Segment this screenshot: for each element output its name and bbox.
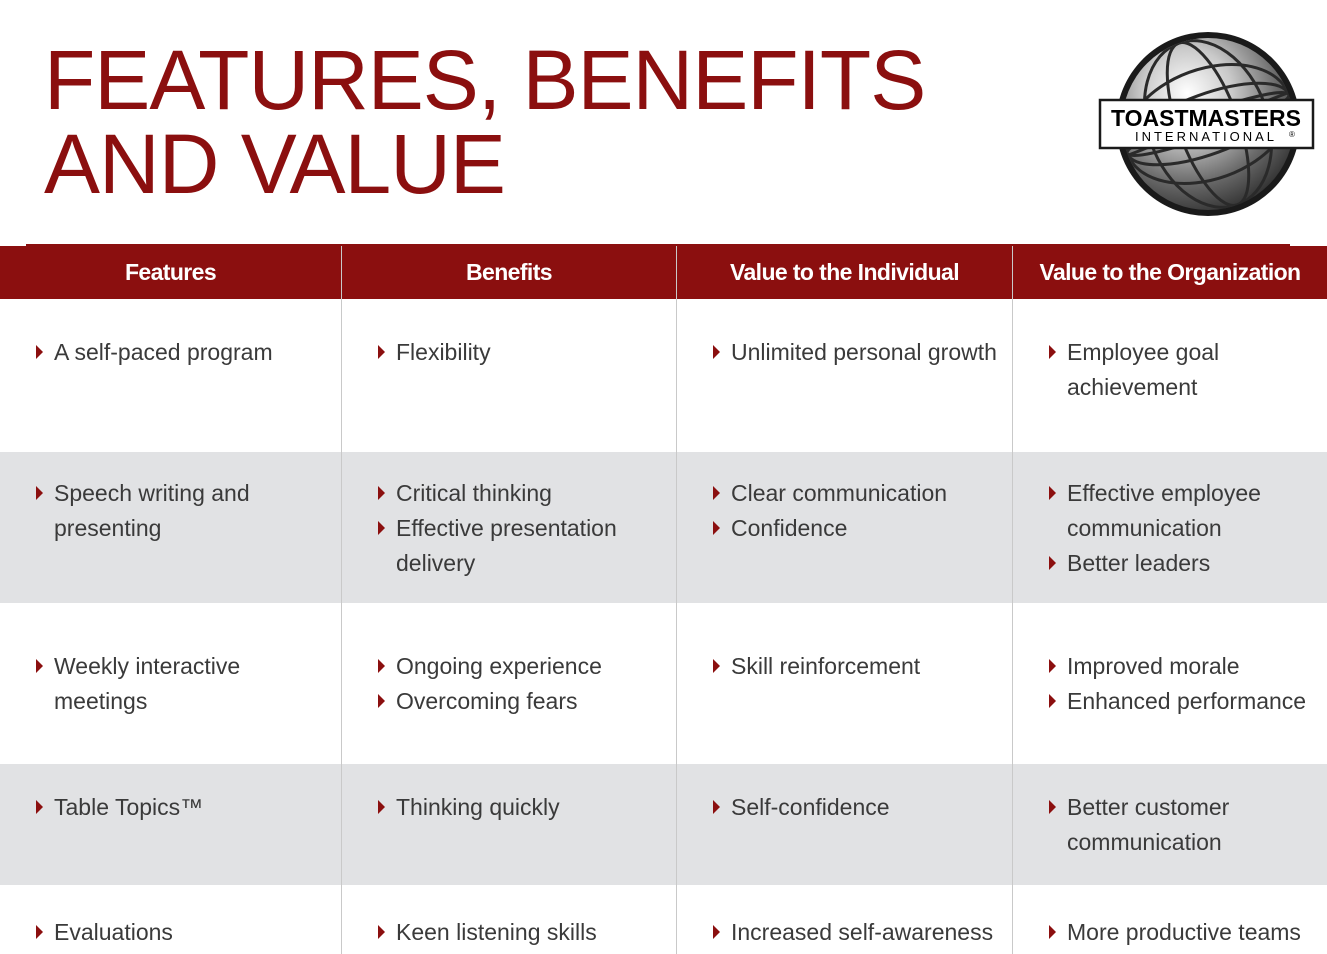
- table-cell-benefits: [342, 885, 677, 954]
- page-title: [44, 33, 926, 211]
- bullet-item: Improved morale: [1049, 649, 1319, 684]
- toastmasters-logo: [1096, 30, 1318, 218]
- bullet-item: Effective employee communication: [1049, 476, 1319, 546]
- bullet-list: [378, 915, 668, 950]
- logo-subtitle: INTERNATIONAL: [1134, 129, 1278, 144]
- bullet-list: [36, 649, 333, 719]
- bullet-item: Keen listening skills: [378, 915, 668, 950]
- bullet-item: Better customer communication: [1049, 790, 1319, 860]
- bullet-item: Confidence: [713, 511, 1004, 546]
- table-row: [0, 764, 1327, 885]
- table-row: [0, 885, 1327, 954]
- bullet-item: More productive teams: [1049, 915, 1319, 950]
- page-title-line-1: FEATURES, BENEFITS: [44, 33, 926, 127]
- table-body: [0, 299, 1327, 954]
- bullet-item: Speech writing and presenting: [36, 476, 333, 546]
- bullet-item: Effective presentation delivery: [378, 511, 668, 581]
- table-cell-features: [0, 764, 342, 885]
- bullet-item: Critical thinking: [378, 476, 668, 511]
- table-cell-organization: [1013, 603, 1327, 764]
- header-benefits: Benefits: [342, 246, 677, 299]
- bullet-item: Overcoming fears: [378, 684, 668, 719]
- bullet-list: [1049, 915, 1319, 950]
- bullet-list: [713, 915, 1004, 950]
- bullet-item: Enhanced performance: [1049, 684, 1319, 719]
- table-row: [0, 452, 1327, 603]
- table-cell-features: [0, 299, 342, 452]
- logo-registered-mark: ®: [1289, 130, 1295, 139]
- header-value-individual: Value to the Individual: [677, 246, 1013, 299]
- bullet-list: [1049, 649, 1319, 719]
- bullet-list: [36, 915, 333, 950]
- bullet-item: Self-confidence: [713, 790, 1004, 825]
- bullet-list: [1049, 790, 1319, 860]
- table-header-row: [0, 246, 1327, 299]
- bullet-list: [378, 335, 668, 370]
- header-value-organization: Value to the Organization: [1039, 259, 1301, 285]
- table-cell-individual: [677, 452, 1013, 603]
- table-cell-organization: [1013, 764, 1327, 885]
- bullet-list: [378, 790, 668, 825]
- bullet-list: [378, 476, 668, 581]
- bullet-list: [713, 790, 1004, 825]
- logo-name: TOASTMASTERS: [1111, 105, 1301, 131]
- features-table: [0, 246, 1327, 954]
- bullet-item: Evaluations: [36, 915, 333, 950]
- table-cell-benefits: [342, 452, 677, 603]
- bullet-list: [713, 476, 1004, 546]
- bullet-list: [36, 790, 333, 825]
- bullet-item: Thinking quickly: [378, 790, 668, 825]
- bullet-item: Better leaders: [1049, 546, 1319, 581]
- table-cell-benefits: [342, 764, 677, 885]
- bullet-list: [36, 476, 333, 546]
- bullet-item: Clear communication: [713, 476, 1004, 511]
- bullet-item: Flexibility: [378, 335, 668, 370]
- bullet-list: [1049, 476, 1319, 581]
- bullet-list: [713, 649, 1004, 684]
- bullet-list: [378, 649, 668, 719]
- table-cell-organization: [1013, 452, 1327, 603]
- bullet-list: [1049, 335, 1319, 405]
- bullet-item: Weekly interactive meetings: [36, 649, 333, 719]
- bullet-item: A self-paced program: [36, 335, 333, 370]
- table-cell-features: [0, 885, 342, 954]
- table-cell-individual: [677, 764, 1013, 885]
- table-cell-individual: [677, 885, 1013, 954]
- table-cell-organization: [1013, 885, 1327, 954]
- header-features: Features: [0, 246, 342, 299]
- table-row: [0, 603, 1327, 764]
- bullet-list: [713, 335, 1004, 370]
- table-cell-features: [0, 603, 342, 764]
- table-cell-benefits: [342, 299, 677, 452]
- table-cell-individual: [677, 299, 1013, 452]
- table-cell-features: [0, 452, 342, 603]
- bullet-list: [36, 335, 333, 370]
- bullet-item: Employee goal achievement: [1049, 335, 1319, 405]
- bullet-item: Increased self-awareness: [713, 915, 1004, 950]
- bullet-item: Table Topics™: [36, 790, 333, 825]
- table-cell-individual: [677, 603, 1013, 764]
- bullet-item: Ongoing experience: [378, 649, 668, 684]
- table-row: [0, 299, 1327, 452]
- table-cell-organization: [1013, 299, 1327, 452]
- bullet-item: Unlimited personal growth: [713, 335, 1004, 370]
- table-cell-benefits: [342, 603, 677, 764]
- bullet-item: Skill reinforcement: [713, 649, 1004, 684]
- page-title-line-2: AND VALUE: [44, 117, 505, 211]
